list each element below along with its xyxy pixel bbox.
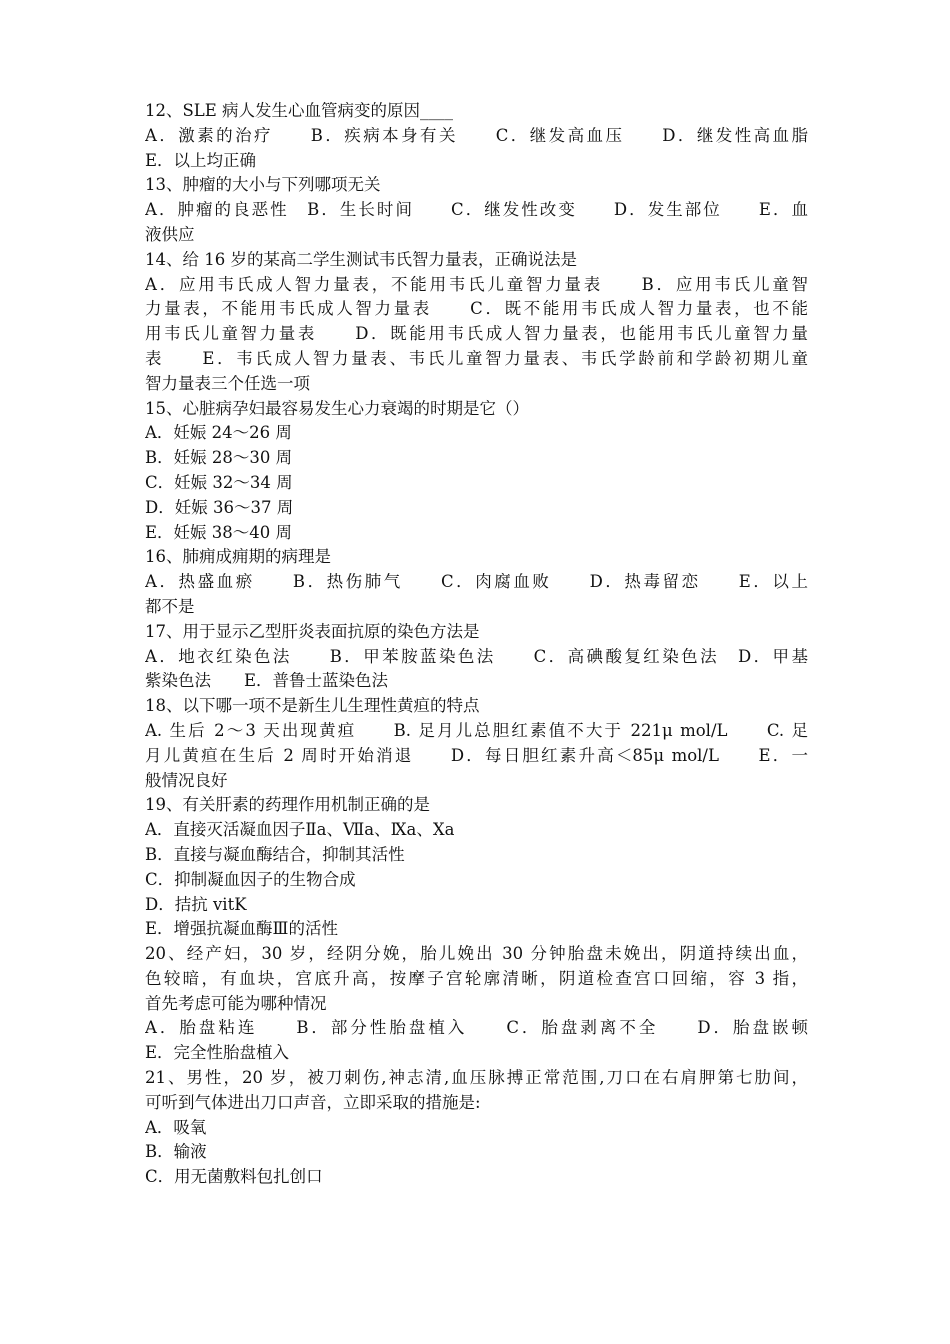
q15-option-a: A．妊娠 24～26 周: [145, 423, 292, 443]
q20-options: A．胎盘粘连 B．部分性胎盘植入 C．胎盘剥离不全 D．胎盘嵌顿: [145, 1018, 808, 1038]
q21-option-c: C．用无菌敷料包扎创口: [145, 1167, 323, 1187]
q14-options-cont: 用韦氏儿童智力量表 D．既能用韦氏成人智力量表，也能用韦氏儿童智力量: [145, 324, 808, 344]
q16-options-cont: 都不是: [145, 596, 195, 616]
q12-options: A．激素的治疗 B．疾病本身有关 C．继发高血压 D．继发性高血脂: [145, 125, 808, 145]
q14-stem: 14、给 16 岁的某高二学生测试韦氏智力量表，正确说法是: [145, 249, 577, 269]
q19-option-b: B．直接与凝血酶结合，抑制其活性: [145, 844, 405, 864]
q17-stem: 17、用于显示乙型肝炎表面抗原的染色方法是: [145, 621, 480, 641]
q20-stem: 20、经产妇，30 岁，经阴分娩，胎儿娩出 30 分钟胎盘未娩出，阴道持续出血，: [145, 944, 808, 964]
q12-stem: 12、SLE 病人发生心血管病变的原因____: [145, 101, 454, 120]
q20-stem-cont: 首先考虑可能为哪种情况: [145, 993, 327, 1013]
q15-option-c: C．妊娠 32～34 周: [145, 472, 293, 492]
q14-options-cont: 智力量表三个任选一项: [145, 373, 310, 393]
q15-stem: 15、心脏病孕妇最容易发生心力衰竭的时期是它（）: [145, 398, 529, 418]
q13-stem: 13、肿瘤的大小与下列哪项无关: [145, 175, 381, 195]
q17-options-cont: 紫染色法 E．普鲁士蓝染色法: [145, 671, 389, 691]
q19-stem: 19、有关肝素的药理作用机制正确的是: [145, 795, 430, 815]
q14-options: A．应用韦氏成人智力量表，不能用韦氏儿童智力量表 B．应用韦氏儿童智: [145, 274, 808, 294]
q18-options: A. 生后 2～3 天出现黄疸 B. 足月儿总胆红素值不大于 221μ mol/L C. 足: [145, 720, 808, 740]
q13-options: A．肿瘤的良恶性 B．生长时间 C．继发性改变 D．发生部位 E．血: [145, 200, 808, 220]
document-page: [145, 99, 808, 1190]
q16-options: A．热盛血瘀 B．热伤肺气 C．肉腐血败 D．热毒留恋 E．以上: [145, 572, 808, 592]
q14-options-cont: 表 E．韦氏成人智力量表、韦氏儿童智力量表、韦氏学龄前和学龄初期儿童: [145, 348, 808, 368]
q15-option-d: D．妊娠 36～37 周: [145, 497, 294, 517]
q14-options-cont: 力量表，不能用韦氏成人智力量表 C．既不能用韦氏成人智力量表，也不能: [145, 299, 808, 319]
q18-options-cont: 般情况良好: [145, 770, 228, 790]
q12-options-cont: E．以上均正确: [145, 150, 257, 170]
q18-stem: 18、以下哪一项不是新生儿生理性黄疸的特点: [145, 696, 480, 716]
q19-option-a: A．直接灭活凝血因子Ⅱa、Ⅶa、Ⅸa、Ⅹa: [145, 820, 455, 840]
q20-stem-cont: 色较暗，有血块，宫底升高，按摩子宫轮廓清晰，阴道检查宫口回缩，容 3 指，: [145, 968, 808, 988]
q18-options-cont: 月儿黄疸在生后 2 周时开始消退 D．每日胆红素升高＜85μ mol/L E．一: [145, 745, 808, 765]
q16-stem: 16、肺痈成痈期的病理是: [145, 547, 331, 567]
q21-stem: 21、男性，20 岁，被刀刺伤,神志清,血压脉搏正常范围,刀口在右肩胛第七肋间，: [145, 1068, 808, 1088]
q15-option-e: E．妊娠 38～40 周: [145, 522, 293, 542]
q21-option-a: A．吸氧: [145, 1117, 207, 1137]
q15-option-b: B．妊娠 28～30 周: [145, 448, 293, 468]
q19-option-d: D．拮抗 vitK: [145, 894, 247, 914]
q20-options-cont: E．完全性胎盘植入: [145, 1043, 290, 1063]
q19-option-c: C．抑制凝血因子的生物合成: [145, 869, 356, 889]
q19-option-e: E．增强抗凝血酶Ⅲ的活性: [145, 919, 338, 939]
q21-option-b: B．输液: [145, 1142, 207, 1162]
q13-options-cont: 液供应: [145, 224, 195, 244]
q21-stem-cont: 可听到气体进出刀口声音，立即采取的措施是:: [145, 1092, 481, 1112]
q17-options: A．地衣红染色法 B．甲苯胺蓝染色法 C．高碘酸复红染色法 D．甲基: [145, 646, 808, 666]
